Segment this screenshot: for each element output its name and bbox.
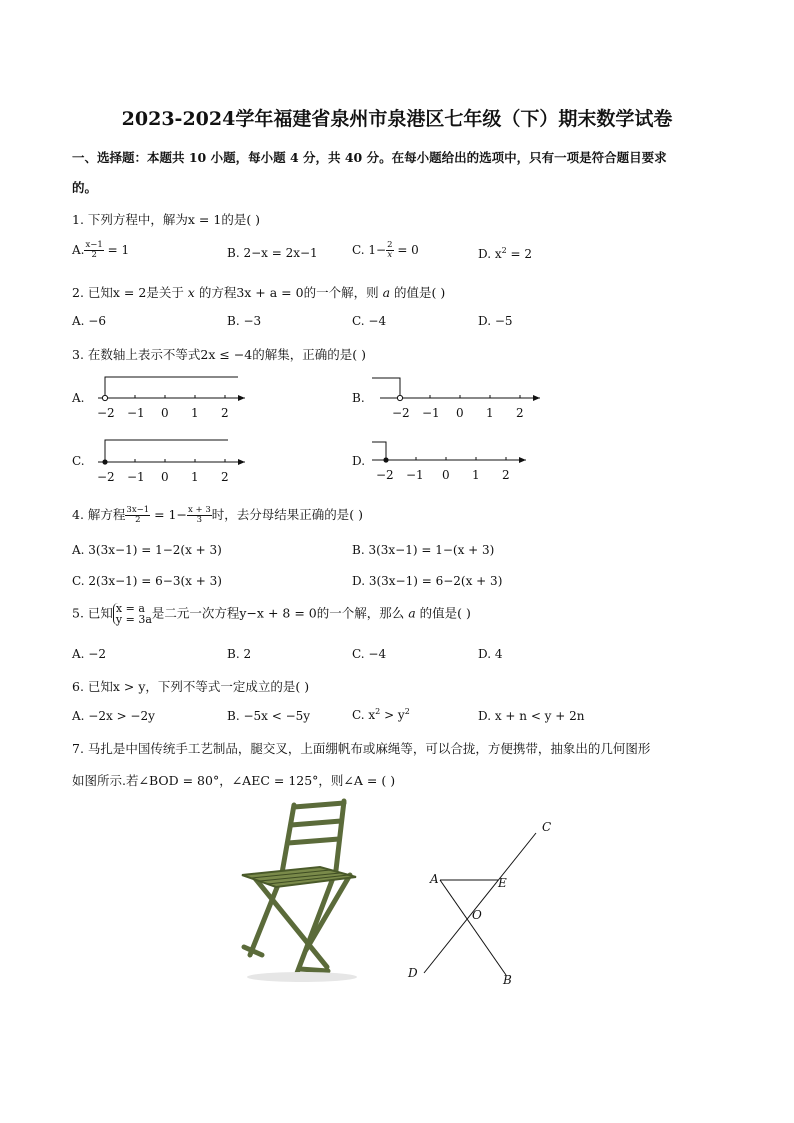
question-6-stem: 6. 已知x > y，下列不等式一定成立的是( ) (72, 679, 310, 694)
svg-text:2: 2 (502, 468, 510, 482)
question-5-stem: 5. 已知 x = a y = 3a 是二元一次方程y−x + 8 = 0的一个解，那么 a 的值是( ) (72, 602, 471, 626)
question-3-stem: 3. 在数轴上表示不等式2x ≤ −4的解集，正确的是( ) (72, 347, 366, 362)
svg-text:0: 0 (442, 468, 450, 482)
svg-text:−2: −2 (97, 406, 115, 420)
q6-option-c: C. $x^2 > y^2$ (352, 707, 410, 722)
svg-text:−2: −2 (376, 468, 394, 482)
svg-text:0: 0 (161, 470, 169, 484)
svg-text:0: 0 (456, 406, 464, 420)
q4-option-a: A. 3(3x−1) = 1−2(x + 3) (72, 543, 222, 557)
svg-text:2: 2 (221, 406, 229, 420)
q3-d-ray (372, 442, 386, 460)
point-c-label: C (542, 820, 552, 834)
line-dc (424, 833, 536, 973)
svg-text:−1: −1 (127, 470, 145, 484)
q3-b-ray (372, 378, 400, 398)
q1-option-d: D. $x^2 = 2$ (478, 246, 533, 261)
line-ab (440, 880, 506, 975)
q3-number-lines (70, 370, 550, 490)
q3-label-c: C. (72, 454, 85, 468)
q1-option-b: B. 2−x = 2x−1 (227, 246, 318, 260)
point-a-label: A (430, 872, 439, 886)
q3-d-ticks (376, 457, 510, 482)
q4-option-d: D. 3(3x−1) = 6−2(x + 3) (352, 574, 503, 588)
svg-text:−2: −2 (392, 406, 410, 420)
q2-option-d: D. −5 (478, 314, 513, 328)
svg-text:2: 2 (221, 470, 229, 484)
q3-label-a: A. (72, 391, 85, 405)
point-o-label: O (472, 908, 482, 922)
q3-c-ticks (97, 459, 229, 484)
svg-text:2: 2 (516, 406, 524, 420)
svg-text:−1: −1 (127, 406, 145, 420)
q1-option-c: C. 1− $\frac{2}{x}$ = 0 (352, 240, 419, 260)
q3-label-b: B. (352, 391, 365, 405)
q2-option-c: C. −4 (352, 314, 387, 328)
q4-option-b: B. 3(3x−1) = 1−(x + 3) (352, 543, 495, 557)
q1-option-a: A. $\frac{x-1}{2}$ = 1 (72, 240, 130, 260)
q6-option-d: D. x + n < y + 2n (478, 709, 585, 723)
q3-a-ticks (97, 395, 229, 420)
point-b-label: B (503, 973, 512, 987)
q3-c-solid-dot (102, 459, 107, 464)
point-e-label: E (498, 876, 507, 890)
q5-option-c: C. −4 (352, 647, 387, 661)
q5-option-d: D. 4 (478, 647, 503, 661)
q3-b-open-dot (397, 395, 402, 400)
q3-d-solid-dot (383, 457, 388, 462)
svg-text:1: 1 (472, 468, 480, 482)
svg-text:−1: −1 (422, 406, 440, 420)
svg-text:−1: −1 (406, 468, 424, 482)
question-1-stem: 1. 下列方程中，解为x = 1的是( ) (72, 212, 261, 227)
point-d-label: D (408, 966, 418, 980)
svg-text:0: 0 (161, 406, 169, 420)
question-2-stem: 2. 已知x = 2是关于 x 的方程3x + a = 0的一个解，则 a 的值是( ) (72, 285, 446, 300)
question-7-stem-cont: 如图所示.若∠BOD = 80°，∠AEC = 125°，则∠A = ( ) (72, 773, 396, 788)
svg-text:1: 1 (486, 406, 494, 420)
q4-option-c: C. 2(3x−1) = 6−3(x + 3) (72, 574, 222, 588)
q3-c-ray (105, 440, 228, 462)
q2-option-b: B. −3 (227, 314, 262, 328)
q6-option-a: A. −2x > −2y (72, 709, 155, 723)
q2-option-a: A. −6 (72, 314, 106, 328)
q3-b-ticks (392, 395, 524, 420)
svg-text:−2: −2 (97, 470, 115, 484)
geometry-figure (400, 815, 570, 995)
question-4-stem: 4. 解方程 $\frac{3x-1}{2}$ = 1− $\frac{x + 3}{3}$ 时，去分母结果正确的是( ) (72, 505, 363, 525)
question-7-stem: 7. 马扎是中国传统手工艺制品，腿交叉，上面绷帆布或麻绳等，可以合拢，方便携带，抽象出的几何图形 (72, 741, 651, 756)
section-heading: 一、选择题：本题共 10 小题，每小题 4 分，共 40 分。在每小题给出的选项中，只有一项是符合题目要求 (72, 150, 667, 165)
q5-option-b: B. 2 (227, 647, 252, 661)
q3-a-ray (105, 377, 238, 398)
svg-text:1: 1 (191, 470, 199, 484)
svg-text:1: 1 (191, 406, 199, 420)
section-heading-cont: 的。 (72, 180, 98, 195)
q3-label-d: D. (352, 454, 366, 468)
q6-option-b: B. −5x < −5y (227, 709, 311, 723)
folding-stool-image (232, 795, 367, 985)
q3-a-open-dot (102, 395, 107, 400)
page-title: 2023-2024学年福建省泉州市泉港区七年级（下）期末数学试卷 (121, 108, 673, 130)
q5-option-a: A. −2 (72, 647, 106, 661)
